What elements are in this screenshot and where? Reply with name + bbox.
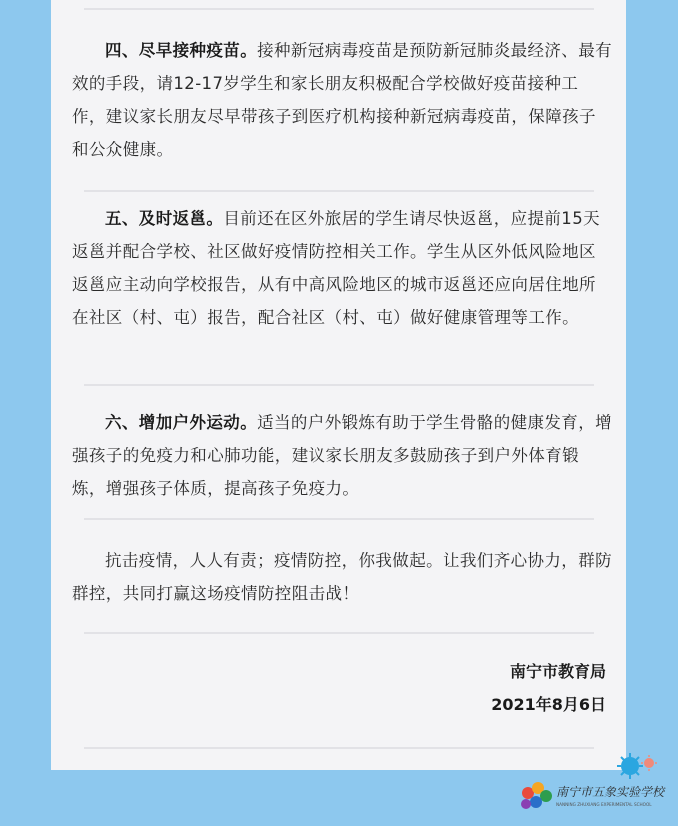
svg-text:南宁市五象实验学校: 南宁市五象实验学校: [556, 785, 665, 799]
divider: [84, 747, 594, 749]
svg-text:NANNING ZHUXIANG EXPERIMENTAL: NANNING ZHUXIANG EXPERIMENTAL SCHOOL: [556, 802, 652, 807]
paragraph-body: 目前还在区外旅居的学生请尽快返邕，应提前15天返邕并配合学校、社区做好疫情防控相关工作。学生从区外低风险地区返邕应主动向学校报告，从有中高风险地区的城市返邕还应向居住地所在社区（村、屯）报告，配合社区（村、屯）做好健康管理等工作。: [72, 209, 601, 327]
paragraph-vaccination: [72, 34, 612, 166]
signature-date: 2021年8月6日: [491, 695, 606, 714]
divider: [84, 518, 594, 520]
paragraph-body: 适当的户外锻炼有助于学生骨骼的健康发育，增强孩子的免疫力和心肺功能，建议家长朋友多鼓励孩子到户外体育锻炼，增强孩子体质，提高孩子免疫力。: [72, 413, 613, 498]
emblem-icon: [521, 782, 552, 809]
school-logo: [518, 752, 678, 822]
school-emblem-icon: [518, 752, 678, 822]
paragraph-body: 接种新冠病毒疫苗是预防新冠肺炎最经济、最有效的手段，请12-17岁学生和家长朋友积极配合学校做好疫苗接种工作，建议家长朋友尽早带孩子到医疗机构接种新冠病毒疫苗，保障孩子和公众健康。: [72, 41, 613, 159]
divider: [84, 632, 594, 634]
paragraph-exercise: [72, 406, 612, 505]
divider: [84, 190, 594, 192]
paragraph-closing: 抗击疫情，人人有责；疫情防控，你我做起。让我们齐心协力，群防群控，共同打赢这场疫情防控阻击战！: [72, 551, 612, 603]
paragraph-heading: 五、及时返邕。: [105, 209, 224, 228]
divider: [84, 8, 594, 10]
paragraph-heading: 六、增加户外运动。: [105, 413, 258, 432]
divider: [84, 384, 594, 386]
paragraph-return: [72, 202, 612, 334]
signature-org: 南宁市教育局: [509, 662, 606, 681]
virus-icon: [617, 753, 657, 779]
paragraph-heading: 四、尽早接种疫苗。: [105, 41, 258, 60]
